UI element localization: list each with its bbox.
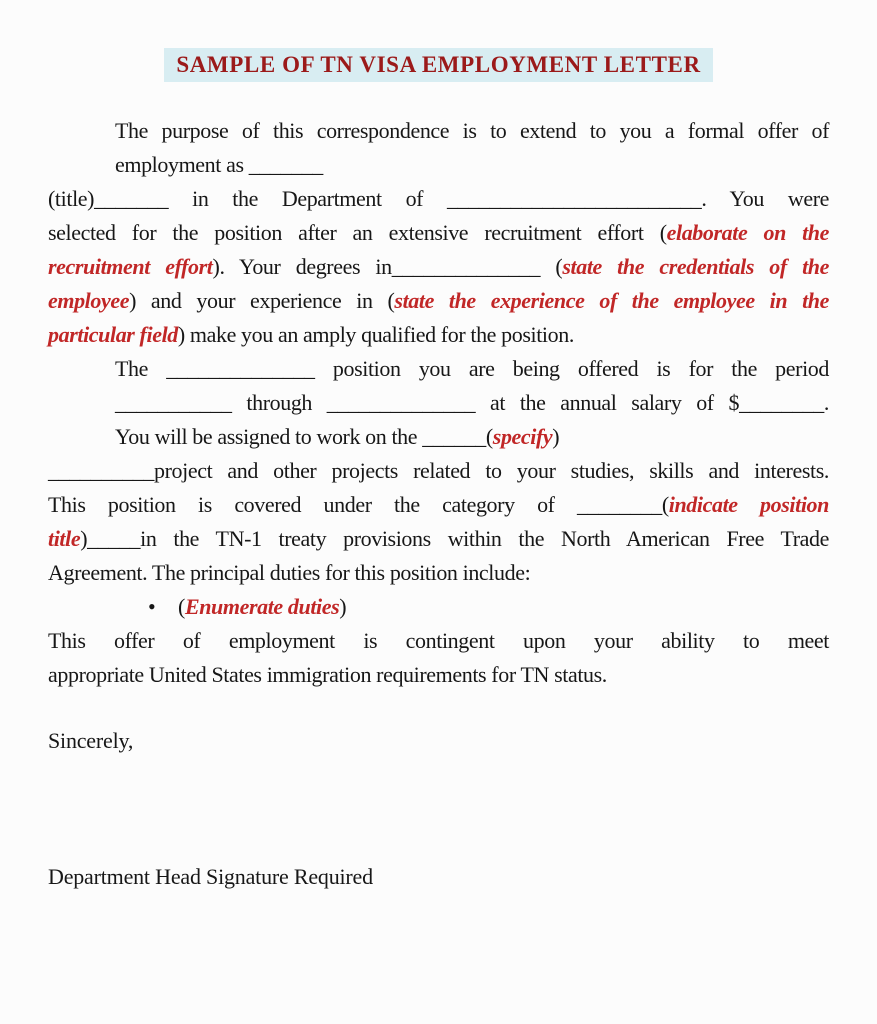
letter-text: ). Your degrees in______________ ( (212, 254, 563, 279)
signature-line: Department Head Signature Required (48, 864, 373, 889)
letter-title: SAMPLE OF TN VISA EMPLOYMENT LETTER (164, 48, 712, 82)
letter-line (48, 284, 829, 318)
letter-line (48, 488, 829, 522)
letter-text: You will be assigned to work on the ______( (115, 424, 493, 449)
letter-line (48, 114, 829, 148)
letter-line (48, 216, 829, 250)
letter-text: This offer of employment is contingent upon your ability to meet (48, 628, 829, 653)
letter-text: ) (339, 594, 347, 619)
placeholder-instruction: Enumerate duties (184, 594, 340, 619)
letter-line (48, 182, 829, 216)
letter-text: The ______________ position you are being offered is for the period (115, 356, 829, 381)
letter-text: This position is covered under the category of ________( (48, 492, 669, 517)
letter-line (48, 386, 829, 420)
letter-line (48, 454, 829, 488)
letter-text: ) (552, 424, 560, 449)
letter-line (48, 420, 829, 454)
placeholder-instruction: employee (48, 288, 130, 313)
placeholder-instruction: specify (492, 424, 553, 449)
letter-title-row (0, 48, 877, 82)
letter-line (48, 522, 829, 556)
bullet-icon: • (148, 594, 156, 619)
letter-text: __________project and other projects related to your studies, skills and interests. (48, 458, 829, 483)
placeholder-instruction: title (48, 526, 81, 551)
placeholder-instruction: particular field (48, 322, 178, 347)
letter-text: selected for the position after an extensive recruitment effort ( (48, 220, 667, 245)
letter-text: employment as _______ (115, 152, 323, 177)
placeholder-instruction: state the credentials of the (562, 254, 829, 279)
letter-text: ( (178, 594, 185, 619)
letter-body (48, 114, 829, 692)
letter-line (48, 250, 829, 284)
letter-text: The purpose of this correspondence is to extend to you a formal offer of (115, 118, 829, 143)
letter-line (48, 148, 829, 182)
letter-line (48, 590, 829, 624)
letter-text: ) make you an amply qualified for the position. (177, 322, 574, 347)
placeholder-instruction: recruitment effort (48, 254, 213, 279)
letter-line (48, 556, 829, 590)
letter-text: appropriate United States immigration requirements for TN status. (48, 662, 607, 687)
letter-line (48, 624, 829, 658)
placeholder-instruction: elaborate on the (666, 220, 830, 245)
letter-text: (title)_______ in the Department of ________________________. You were (48, 186, 829, 211)
letter-line (48, 658, 829, 692)
placeholder-instruction: indicate position (668, 492, 829, 517)
letter-text: ___________ through ______________ at the annual salary of $________. (115, 390, 829, 415)
letter-text: )_____in the TN-1 treaty provisions within the North American Free Trade (80, 526, 829, 551)
letter-line (48, 352, 829, 386)
letter-text: ) and your experience in ( (129, 288, 395, 313)
letter-line (48, 318, 829, 352)
letter-text: Agreement. The principal duties for this position include: (48, 560, 531, 585)
placeholder-instruction: state the experience of the employee in the (394, 288, 829, 313)
closing-salutation: Sincerely, (48, 728, 134, 753)
